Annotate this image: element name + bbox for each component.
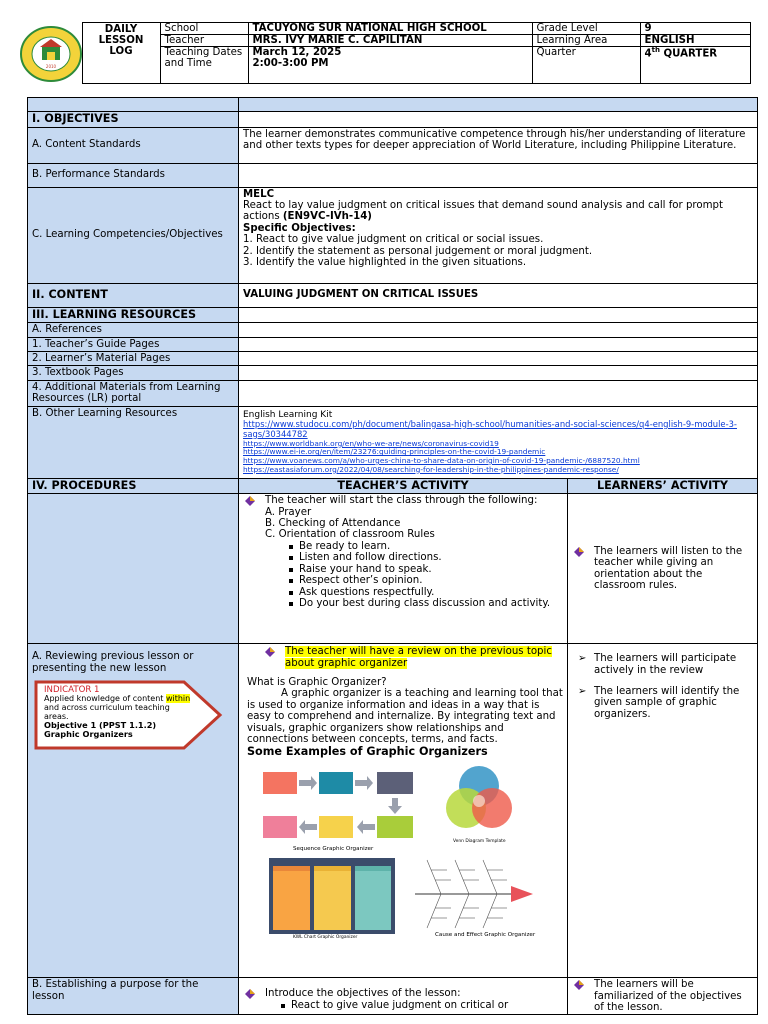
- blank-header-right: [239, 98, 758, 112]
- opening-teacher-cell: [239, 494, 568, 644]
- competencies-cell: [239, 187, 758, 283]
- melc-title: MELC: [243, 188, 275, 200]
- arrow-bullet-icon: ➢: [578, 686, 587, 698]
- start-item-attendance: B. Checking of Attendance: [265, 518, 401, 530]
- purpose-learner-cell: [568, 978, 758, 1015]
- kit-text: English Learning Kit: [243, 409, 333, 420]
- review-bullet: The teacher will have a review on the previous topic about graphic organizer: [243, 646, 563, 669]
- svg-text:2010: 2010: [45, 64, 57, 69]
- log-title: DAILY LESSON LOG: [82, 23, 160, 84]
- content-heading: II. CONTENT: [28, 283, 239, 307]
- diamond-bullet-icon: [265, 647, 275, 657]
- resource-link-2[interactable]: https://www.worldbank.org/en/who-we-are/news/coronavirus-covid19: [243, 438, 499, 448]
- graphic-organizer-definition: A graphic organizer is a teaching and learning tool that is used to organize information and ideas in a way that is easy to comprehend and internalize. By integrating text and visuals, graphic organizers show relationships and connections between concepts, terms, and facts.: [247, 688, 563, 746]
- quarter-label: Quarter: [532, 47, 640, 84]
- procedures-heading: IV. PROCEDURES: [28, 478, 239, 494]
- additional-label: 4. Additional Materials from Learning Resources (LR) portal: [28, 380, 239, 406]
- rule-5: Ask questions respectfully.: [299, 587, 563, 598]
- rule-6: Do your best during class discussion and activity.: [299, 598, 563, 609]
- learner-identify: ➢ The learners will identify the given sample of graphic organizers.: [578, 686, 740, 720]
- resource-link-4[interactable]: https://www.voanews.com/a/who-urges-china-to-share-data-on-origin-of-covid-19-pandemic-/6887520.html: [243, 455, 640, 465]
- indicator-objective: Objective 1 (PPST 1.1.2): [44, 720, 157, 731]
- teacher-label: Teacher: [160, 35, 248, 47]
- other-resources-label: B. Other Learning Resources: [28, 406, 239, 478]
- diamond-bullet-icon: [245, 496, 255, 506]
- competencies-label: C. Learning Competencies/Objectives: [28, 187, 239, 283]
- purpose-teacher-cell: [239, 978, 568, 1015]
- tg-label: 1. Teacher’s Guide Pages: [28, 337, 239, 351]
- school-value: TACUYONG SUR NATIONAL HIGH SCHOOL: [248, 23, 532, 35]
- indicator-text: Applied knowledge of content within and across curriculum teaching areas.: [44, 694, 191, 721]
- learner-familiar: The learners will be familiarized of the objectives of the lesson.: [572, 979, 753, 1013]
- opening-label-cell: [28, 494, 239, 644]
- tg-empty: [239, 337, 758, 351]
- rule-4: Respect other’s opinion.: [299, 575, 563, 586]
- objectives-heading: I. OBJECTIVES: [28, 112, 239, 128]
- tb-label: 3. Textbook Pages: [28, 366, 239, 380]
- venn-label: Venn Diagram Template: [453, 839, 506, 845]
- purpose-label-cell: [28, 978, 239, 1015]
- lm-empty: [239, 351, 758, 365]
- arrow-bullet-icon: ➢: [578, 653, 587, 665]
- purpose-item: React to give value judgment on critical or: [291, 1000, 563, 1011]
- resource-link-3[interactable]: https://www.ei-ie.org/en/item/23276:guiding-principles-on-the-covid-19-pandemic: [243, 447, 546, 457]
- tb-empty: [239, 366, 758, 380]
- indicator-callout: [34, 680, 224, 750]
- time-text: 2:00-3:00 PM: [252, 58, 329, 70]
- resource-link-1[interactable]: https://www.studocu.com/ph/document/balingasa-high-school/humanities-and-social-sciences/q4-english-9-module-3-sags/30344782: [243, 418, 737, 439]
- content-standards-label: A. Content Standards: [28, 127, 239, 163]
- specific-title: Specific Objectives:: [243, 222, 356, 234]
- learning-area-label: Learning Area: [532, 35, 640, 47]
- blank-header-left: [28, 98, 239, 112]
- rule-1: Be ready to learn.: [299, 541, 563, 552]
- start-item-orientation: C. Orientation of classroom Rules: [265, 529, 435, 541]
- dll-main: [27, 97, 757, 1014]
- header-table: [14, 22, 751, 84]
- lm-label: 2. Learner’s Material Pages: [28, 351, 239, 365]
- resources-empty: [239, 307, 758, 323]
- resource-links: [243, 420, 753, 475]
- diamond-bullet-icon: [245, 989, 255, 999]
- start-bullet: The teacher will start the class through the following:: [243, 495, 563, 506]
- venn-diagram-image: [439, 764, 519, 836]
- content-text: VALUING JUDGMENT ON CRITICAL ISSUES: [239, 283, 758, 307]
- content-standards-text: The learner demonstrates communicative competence through his/her understanding of literature and other texts types for deeper appreciation of World Literature, including Philippine Literature.: [239, 127, 758, 163]
- school-label: School: [160, 23, 248, 35]
- cause-effect-image: [409, 856, 537, 932]
- rule-3: Raise your hand to speak.: [299, 564, 563, 575]
- learning-area-value: ENGLISH: [640, 35, 750, 47]
- resources-heading: III. LEARNING RESOURCES: [28, 307, 239, 323]
- specific-obj-2: 2. Identify the statement as personal judgement or moral judgment.: [243, 245, 593, 257]
- performance-standards-text: [239, 163, 758, 187]
- specific-obj-1: 1. React to give value judgment on critical or social issues.: [243, 234, 544, 246]
- learner-participate: ➢ The learners will participate actively in the review: [578, 653, 737, 676]
- melc-text: React to lay value judgment on critical issues that demand sound analysis and call for prompt actions (EN9VC-IVh-14): [243, 199, 724, 223]
- teacher-activity-heading: TEACHER’S ACTIVITY: [239, 478, 568, 494]
- references-label: A. References: [28, 323, 239, 337]
- objectives-empty: [239, 112, 758, 128]
- sequence-label: Sequence Graphic Organizer: [293, 846, 374, 853]
- rule-2: Listen and follow directions.: [299, 552, 563, 563]
- graphic-organizer-question: What is Graphic Organizer?: [247, 677, 387, 689]
- references-empty: [239, 323, 758, 337]
- sequence-organizer-image: [261, 768, 421, 844]
- examples-heading: Some Examples of Graphic Organizers: [247, 744, 488, 758]
- specific-obj-3: 3. Identify the value highlighted in the given situations.: [243, 257, 527, 269]
- purpose-label: B. Establishing a purpose for the lesson: [32, 979, 199, 1002]
- grade-level-value: 9: [640, 23, 750, 35]
- learner-listen: The learners will listen to the teacher while giving an orientation about the classroom rules.: [572, 546, 753, 592]
- learner-activity-heading: LEARNERS’ ACTIVITY: [568, 478, 758, 494]
- indicator-topic: Graphic Organizers: [44, 729, 133, 740]
- quarter-value: 4th QUARTER: [640, 47, 750, 84]
- teacher-value: MRS. IVY MARIE C. CAPILITAN: [248, 35, 532, 47]
- dates-value: [248, 47, 532, 84]
- grade-level-label: Grade Level: [532, 23, 640, 35]
- kwl-label: KWL Chart Graphic Organizer: [293, 935, 358, 941]
- dates-label: Teaching Dates and Time: [160, 47, 248, 84]
- review-label: A. Reviewing previous lesson or presenting the new lesson: [32, 651, 194, 674]
- cause-effect-label: Cause and Effect Graphic Organizer: [435, 932, 536, 939]
- opening-learner-cell: [568, 494, 758, 644]
- review-learner-cell: [568, 644, 758, 978]
- other-resources-cell: [239, 406, 758, 478]
- kwl-chart-image: [269, 858, 395, 934]
- date-text: March 12, 2025: [252, 47, 342, 59]
- start-item-prayer: A. Prayer: [265, 506, 312, 518]
- dll-table: [27, 97, 758, 1015]
- resource-link-5[interactable]: https://eastasiaforum.org/2022/04/08/searching-for-leadership-in-the-philippines-pandemic-response/: [243, 464, 619, 474]
- additional-empty: [239, 380, 758, 406]
- diamond-bullet-icon: [574, 980, 584, 990]
- graphic-organizer-samples: [243, 758, 563, 946]
- logo-cell: [14, 23, 82, 84]
- indicator-title: INDICATOR 1: [44, 685, 100, 695]
- review-teacher-cell: [239, 644, 568, 978]
- purpose-bullet: Introduce the objectives of the lesson:: [243, 988, 563, 999]
- performance-standards-label: B. Performance Standards: [28, 163, 239, 187]
- diamond-bullet-icon: [574, 547, 584, 557]
